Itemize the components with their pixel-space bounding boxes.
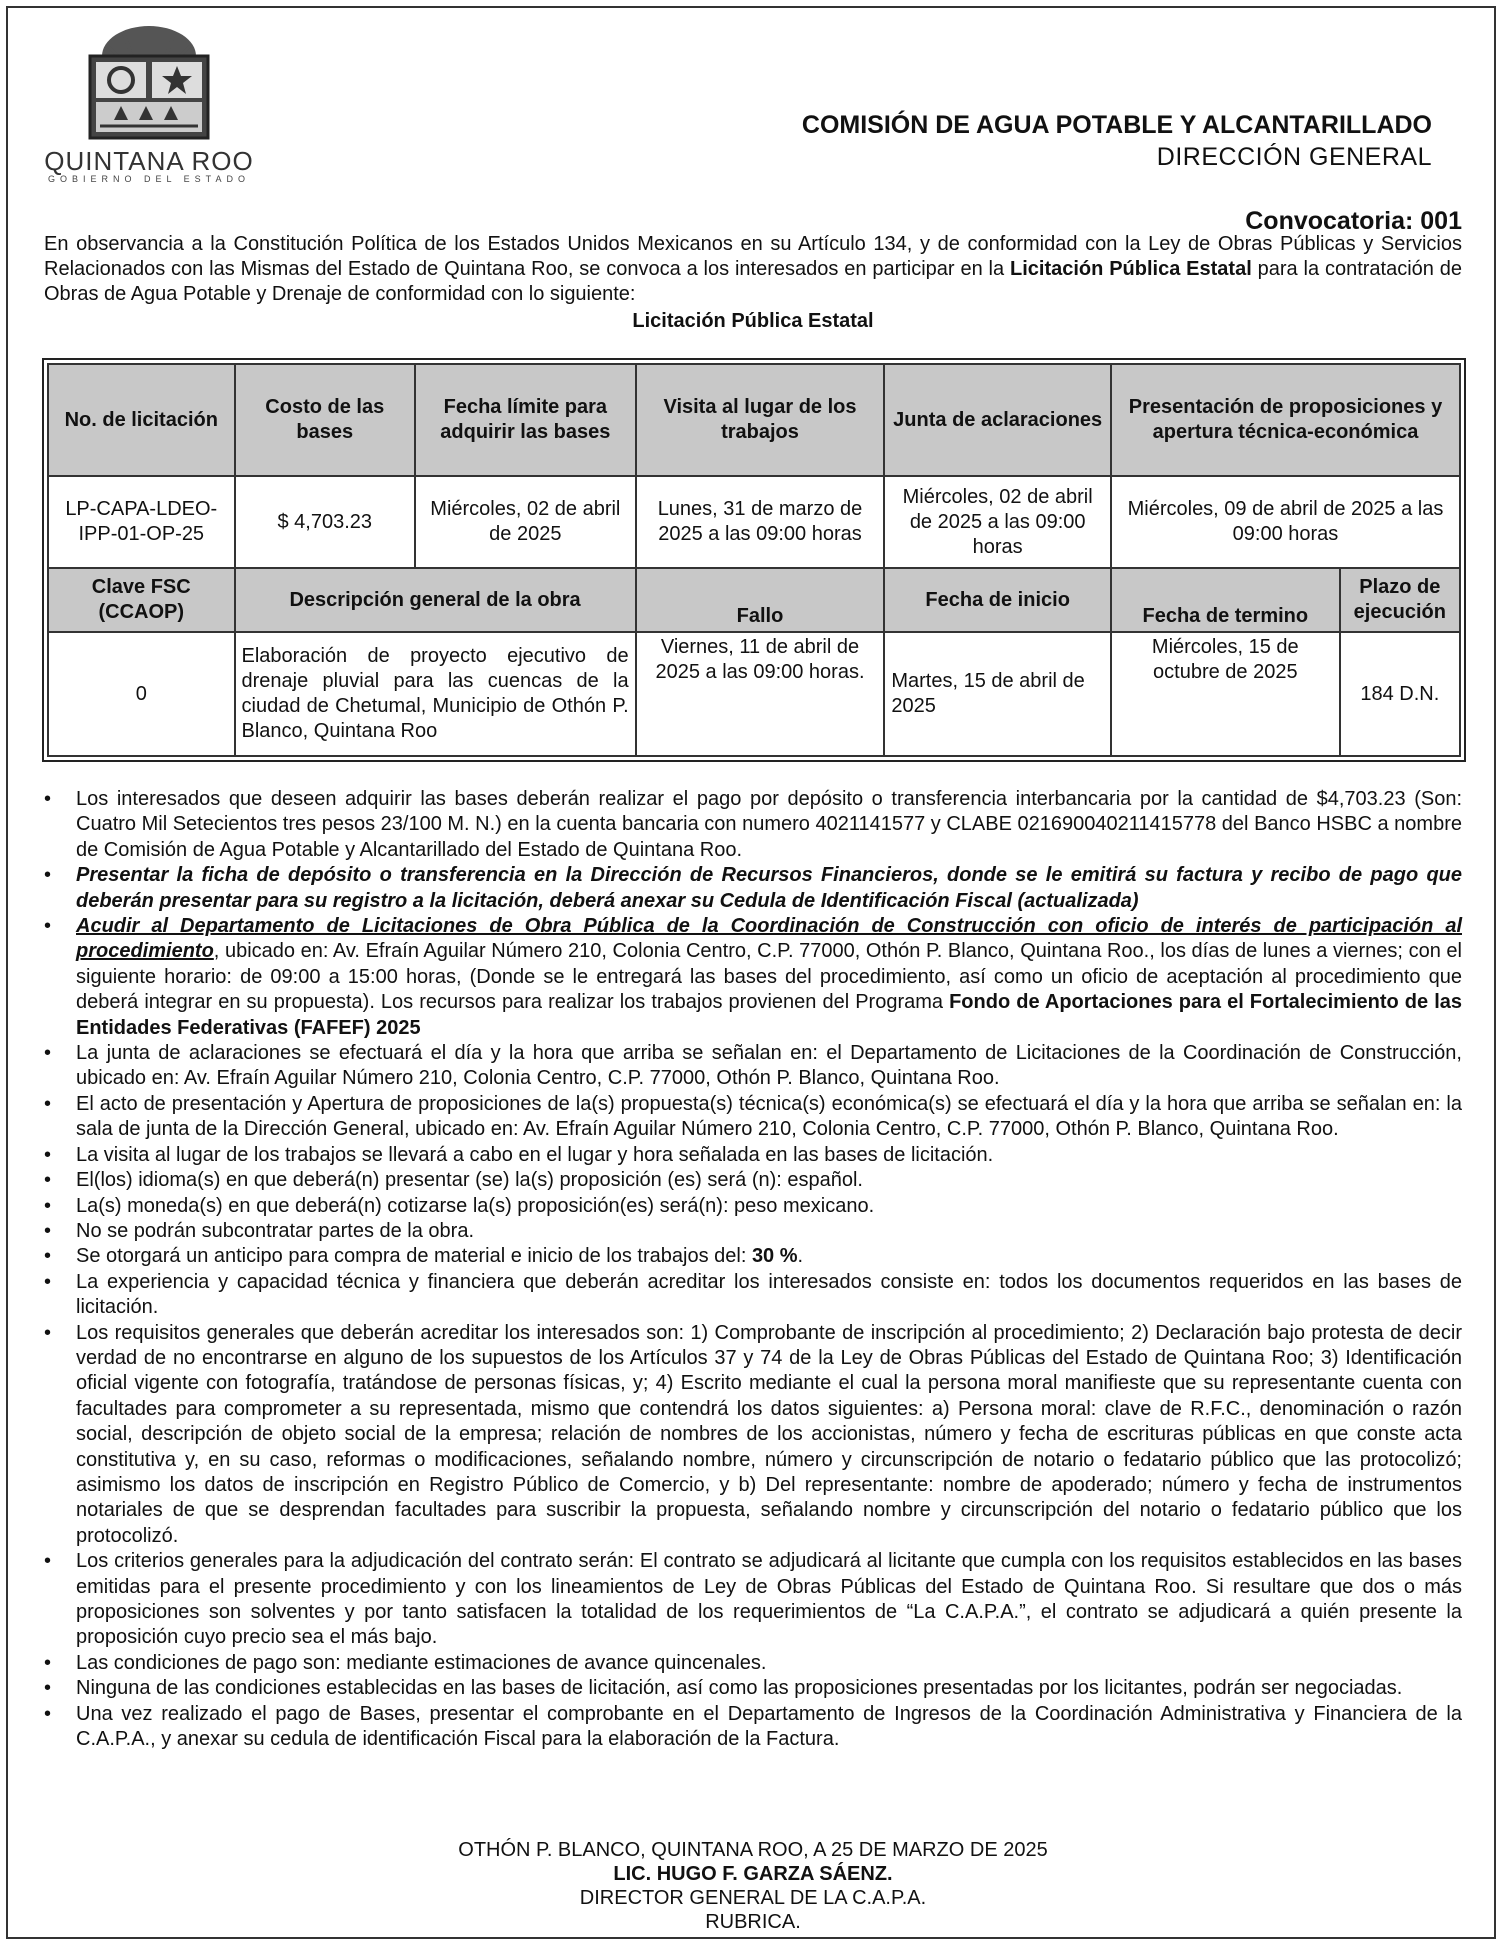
list-item: • Ninguna de las condiciones establecidas en las bases de licitación, así como las proposiciones presentadas por los licitantes, podrán ser negociadas. [44,1677,1403,1700]
signer-name: LIC. HUGO F. GARZA SÁENZ. [613,1863,893,1885]
header-cell: Junta de aclaraciones [884,364,1111,476]
intro-paragraph: En observancia a la Constitución Política de los Estados Unidos Mexicanos en su Artículo 134, y de conformidad con la Ley de Obras Públicas y Servicios Relacionados con las Mismas del Estado de Quintana Roo, se convoca a los interesados en participar en la Licitación Pública Estatal para la contratación de Obras de Agua Potable y Drenaje de conformidad con lo siguiente: [44,233,1463,305]
table-header-row [48,568,1460,632]
table-cell: Miércoles, 02 de abril de 2025 [415,476,636,568]
list-item: • La experiencia y capacidad técnica y financiera que deberán acreditar los interesados consiste en: todos los documentos requeridos en las bases de licitación. [44,1270,1462,1319]
list-item: • Presentar la ficha de depósito o transferencia en la Dirección de Recursos Financieros, donde se le emitirá su factura y recibo de pago que deberán presentar para su registro a la licitación, deberá anexar su Cedula de Identificación Fiscal (actualizada) [44,864,1462,912]
header-cell: Clave FSC (CCAOP) [48,568,235,632]
list-item: • Los requisitos generales que deberán acreditar los interesados son: 1) Comprobante de inscripción al procedimiento; 2) Declaración bajo protesta de decir verdad de no encontrarse en alguno de los supuestos de los Artículos 37 y 74 de la Ley de Obras Públicas del Estado de Quintana Roo; 3) Identificación oficial vigente con fotografía, tratándose de personas físicas, y; 4) Escrito mediante el cual la persona moral manifieste que su representante cuenta con facultades para comprometer a su representada, mismo que contendrá los datos siguientes: a) Persona moral: clave de R.F.C., denominación o razón social, descripción de objeto social de la empresa; relación de nombres de los accionistas, número y fecha de escrituras públicas en que conste acta constitutiva y, en su caso, reformas o modificaciones, señalando nombre, número y circunscripción de notario o fedatario público que las protocolizó; asimismo los datos de inscripción en Registro Público de Comercio, y b) Del representante: nombre de apoderado; número y fecha de instrumentos notariales de que se desprendan facultades para suscribir la propuesta, señalando nombre y circunscripción del notario o fedatario público que los protocolizó. [44,1321,1462,1547]
signer-position: DIRECTOR GENERAL DE LA C.A.P.A. [579,1887,927,1909]
table-cell: $ 4,703.23 [235,476,416,568]
table-cell: LP-CAPA-LDEO-IPP-01-OP-25 [48,476,235,568]
list-item: • Los criterios generales para la adjudicación del contrato serán: El contrato se adjudicará al licitante que cumpla con los requisitos establecidos en las bases emitidas para el presente procedimiento y con los lineamientos de Ley de Obras Públicas del Estado de Quintana Roo. Si resultare que dos o más proposiciones son solventes y por tanto satisfacen la totalidad de los requerimientos de “La C.A.P.A.”, el contrato se adjudicará a quién presente la proposición cuyo precio sea el más bajo. [44,1550,1462,1649]
header-cell: Fecha límite para adquirir las bases [415,364,636,476]
table-cell: Lunes, 31 de marzo de 2025 a las 09:00 horas [636,476,885,568]
logo-name: QUINTANA ROO [44,146,254,176]
table-cell: Miércoles, 15 de octubre de 2025 [1111,632,1340,756]
section-title: Licitación Pública Estatal [632,310,874,332]
list-item: • Los interesados que deseen adquirir las bases deberán realizar el pago por depósito o transferencia interbancaria por la cantidad de $4,703.23 (Son: Cuatro Mil Setecientos tres pesos 23/100 M. N.) en la cuenta bancaria con numero 4021141577 y CLABE 021690040211415778 del Banco HSBC a nombre de Comisión de Agua Potable y Alcantarillado del Estado de Quintana Roo. [44,788,1462,861]
signature-block [0,1838,1506,1934]
table-cell: Viernes, 11 de abril de 2025 a las 09:00 horas. [636,632,885,756]
table-cell: 184 D.N. [1340,632,1460,756]
table-cell: Miércoles, 09 de abril de 2025 a las 09:00 horas [1111,476,1460,568]
table-header-row [48,364,1460,476]
header-cell: Costo de las bases [235,364,416,476]
licitacion-table [42,358,1466,762]
list-item: • La visita al lugar de los trabajos se llevará a cabo en el lugar y hora señalada en las bases de licitación. [44,1143,994,1166]
list-item: • Una vez realizado el pago de Bases, presentar el comprobante en el Departamento de Ingresos de la Coordinación Administrativa y Financiera de la C.A.P.A., y anexar su cedula de identificación Fiscal para la elaboración de la Factura. [44,1702,1462,1751]
list-item: • El acto de presentación y Apertura de proposiciones de la(s) propuesta(s) técnica(s) económica(s) se efectuará el día y la hora que arriba se señalan en: la sala de junta de la Dirección General, ubicado en: Av. Efraín Aguilar Número 210, Colonia Centro, C.P. 77000, Othón P. Blanco, Quintana Roo. [44,1092,1462,1141]
rubrica-label: RUBRICA. [705,1911,801,1933]
list-item: • El(los) idioma(s) en que deberá(n) presentar (se) la(s) proposición (es) será (n): español. [44,1169,863,1192]
table-cell: Martes, 15 de abril de 2025 [884,632,1111,756]
header-cell: Visita al lugar de los trabajos [636,364,885,476]
table-cell: Miércoles, 02 de abril de 2025 a las 09:00 horas [884,476,1111,568]
department-title: DIRECCIÓN GENERAL [1156,143,1432,171]
convocatoria-number: Convocatoria: 001 [1245,207,1462,235]
header-cell: No. de licitación [48,364,235,476]
header-cell: Descripción general de la obra [235,568,636,632]
header-cell: Fallo [636,568,885,632]
list-item: • Se otorgará un anticipo para compra de material e inicio de los trabajos del: 30 %. [44,1245,804,1268]
place-date: OTHÓN P. BLANCO, QUINTANA ROO, A 25 DE MARZO DE 2025 [458,1839,1048,1861]
table-cell: 0 [48,632,235,756]
header-cell: Fecha de inicio [884,568,1111,632]
intro-bold-term: Licitación Pública Estatal [1009,258,1252,280]
conditions-list [44,787,1462,1752]
logo-subtitle: GOBIERNO DEL ESTADO [47,174,251,184]
table-row [48,476,1460,568]
table-row [48,632,1460,756]
header-cell: Fecha de termino [1111,568,1340,632]
organization-title: COMISIÓN DE AGUA POTABLE Y ALCANTARILLADO [801,111,1432,139]
table-cell: Elaboración de proyecto ejecutivo de drenaje pluvial para las cuencas de la ciudad de Chetumal, Municipio de Othón P. Blanco, Quintana Roo [235,632,636,756]
header-cell: Plazo de ejecución [1340,568,1460,632]
list-item: • La(s) moneda(s) en que deberá(n) cotizarse la(s) proposición(es) será(n): peso mexicano. [44,1194,875,1217]
list-item: • La junta de aclaraciones se efectuará el día y la hora que arriba se señalan en: el Departamento de Licitaciones de la Coordinación de Construcción, ubicado en: Av. Efraín Aguilar Número 210, Colonia Centro, C.P. 77000, Othón P. Blanco, Quintana Roo. [44,1042,1462,1090]
list-item: • Las condiciones de pago son: mediante estimaciones de avance quincenales. [44,1651,767,1674]
list-item: • Acudir al Departamento de Licitaciones de Obra Pública de la Coordinación de Construcción con oficio de interés de participación al procedimiento, ubicado en: Av. Efraín Aguilar Número 210, Colonia Centro, C.P. 77000, Othón P. Blanco, Quintana Roo., los días de lunes a viernes; con el siguiente horario: de 09:00 a 15:00 horas, (Donde se le entregará las bases del procedimiento, así como un oficio de aceptación al procedimiento que deberá integrar en su propuesta). Los recursos para realizar los trabajos provienen del Programa Fondo de Aportaciones para el Fortalecimiento de las Entidades Federativas (FAFEF) 2025 [44,915,1462,1039]
header-cell: Presentación de proposiciones y apertura técnica-económica [1111,364,1460,476]
list-item: • No se podrán subcontratar partes de la obra. [44,1219,475,1242]
